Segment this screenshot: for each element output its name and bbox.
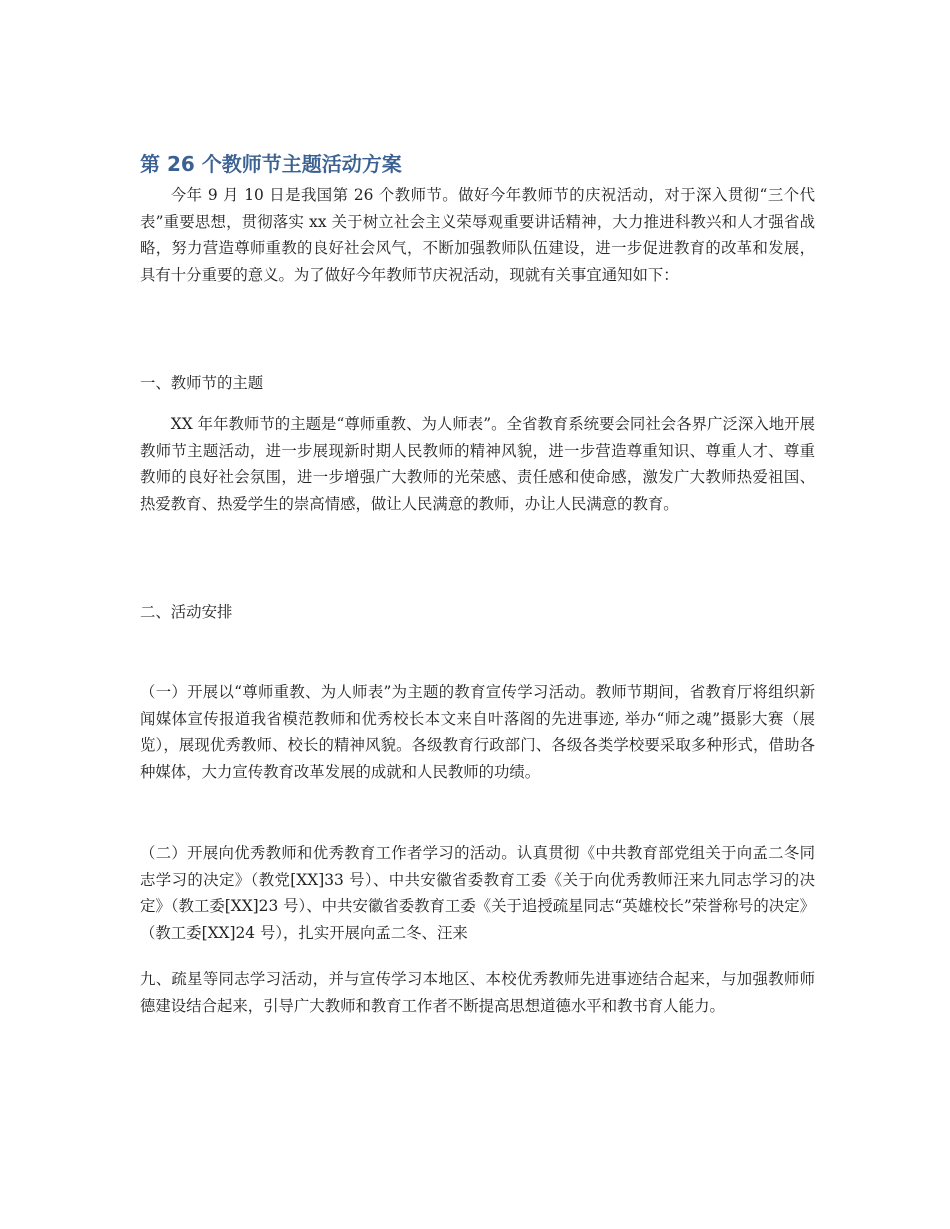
section-1-paragraph: XX 年年教师节的主题是“尊师重教、为人师表”。全省教育系统要会同社会各界广泛深入地开展教师节主题活动，进一步展现新时期人民教师的精神风貌，进一步营造尊重知识、尊重人才、尊重教师的良好社会氛围，进一步增强广大教师的光荣感、责任感和使命感，激发广大教师热爱祖国、热爱教育、热爱学生的崇高情感，做让人民满意的教师，办让人民满意的教育。 xyxy=(140,415,815,513)
activity-item-2: （二）开展向优秀教师和优秀教育工作者学习的活动。认真贯彻《中共教育部党组关于向孟二冬同志学习的决定》（教党[XX]33 号）、中共安徽省委教育工委《关于向优秀教师汪来九同志学习的决定》（教工委[XX]23 号）、中共安徽省委教育工委《关于追授疏星同志“英雄校长”荣誉称号的决定》（教工委[XX]24 号），扎实开展向孟二冬、汪来 xyxy=(140,844,815,942)
activity-item-1: （一）开展以“尊师重教、为人师表”为主题的教育宣传学习活动。教师节期间，省教育厅将组织新闻媒体宣传报道我省模范教师和优秀校长本文来自叶落阁的先进事迹, 举办“师之魂”摄影大赛（展览），展现优秀教师、校长的精神风貌。各级教育行政部门、各级各类学校要采取多种形式，借助各种媒体，大力宣传教育改革发展的成就和人民教师的功绩。 xyxy=(140,683,815,781)
activity-item-2-continued: 九、疏星等同志学习活动，并与宣传学习本地区、本校优秀教师先进事迹结合起来，与加强教师师德建设结合起来，引导广大教师和教育工作者不断提高思想道德水平和教书育人能力。 xyxy=(140,970,815,1015)
section-2-heading: 二、活动安排 xyxy=(140,603,233,621)
intro-paragraph: 今年 9 月 10 日是我国第 26 个教师节。做好今年教师节的庆祝活动，对于深入贯彻“三个代表”重要思想，贯彻落实 xx 关于树立社会主义荣辱观重要讲话精神，大力推进科教兴和人才强省战略，努力营造尊师重教的良好社会风气，不断加强教师队伍建设，进一步促进教育的改革和发展，具有十分重要的意义。为了做好今年教师节庆祝活动，现就有关事宜通知如下： xyxy=(140,186,815,284)
section-1-heading: 一、教师节的主题 xyxy=(140,374,264,392)
document-title: 第 26 个教师节主题活动方案 xyxy=(140,152,402,176)
